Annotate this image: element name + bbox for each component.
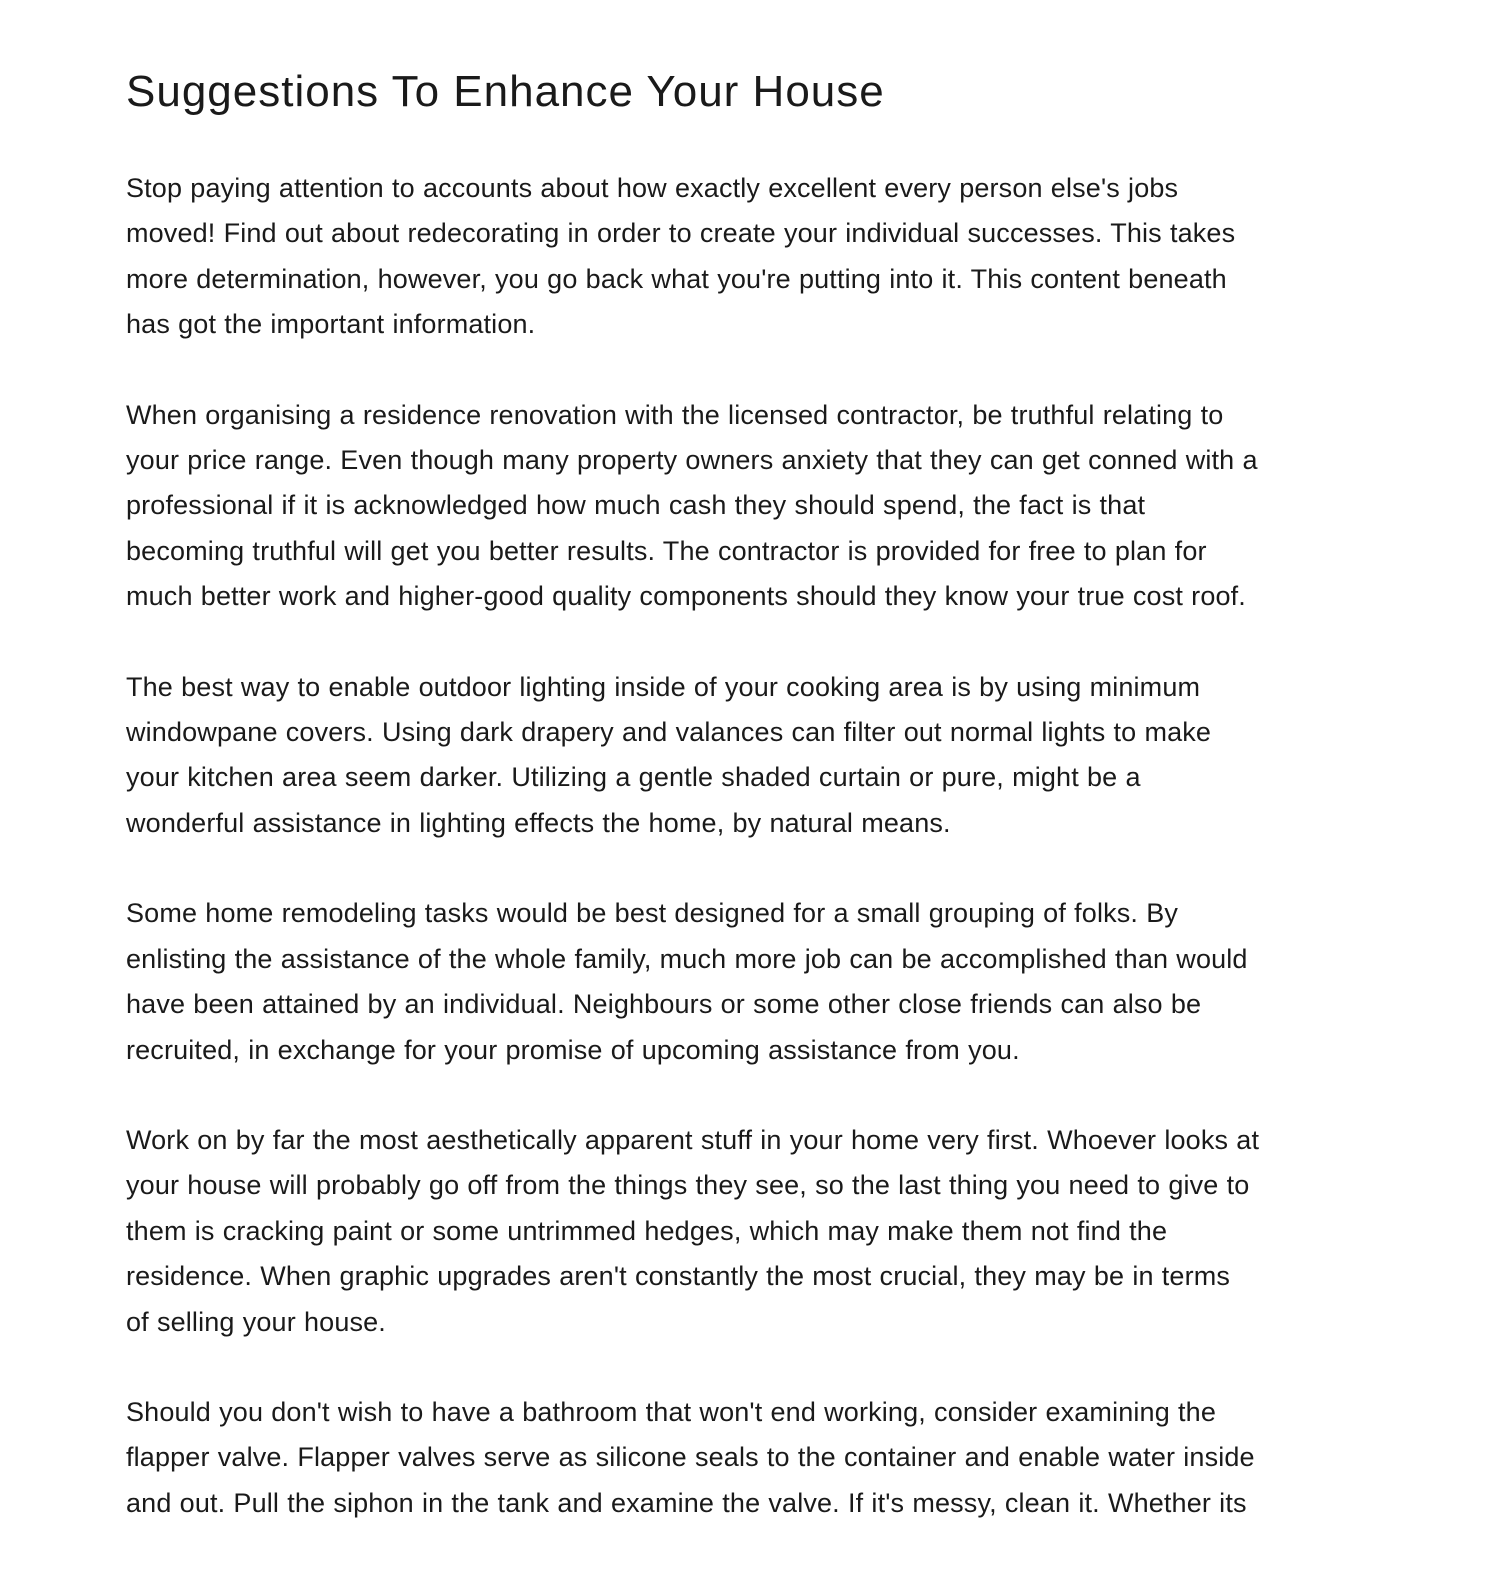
paragraph-line: windowpane covers. Using dark drapery and valances can filter out normal lights to make (126, 717, 1212, 748)
paragraph-line: When organising a residence renovation with the licensed contractor, be truthful relating to (126, 399, 1224, 430)
paragraph-line: your kitchen area seem darker. Utilizing a gentle shaded curtain or pure, might be a (126, 762, 1141, 793)
paragraph-line: and out. Pull the siphon in the tank and examine the valve. If it's messy, clean it. Whether its (126, 1487, 1247, 1518)
paragraph-6 (126, 1390, 1378, 1526)
paragraph-line: flapper valve. Flapper valves serve as silicone seals to the container and enable water inside (126, 1442, 1255, 1473)
paragraph-3 (126, 665, 1378, 847)
paragraph-line: enlisting the assistance of the whole family, much more job can be accomplished than would (126, 943, 1248, 974)
paragraph-line: moved! Find out about redecorating in order to create your individual successes. This takes (126, 218, 1236, 249)
paragraph-line: residence. When graphic upgrades aren't constantly the most crucial, they may be in terms (126, 1261, 1231, 1292)
paragraph-line: them is cracking paint or some untrimmed hedges, which may make them not find the (126, 1215, 1168, 1246)
paragraph-line: of selling your house. (126, 1306, 386, 1337)
paragraph-2 (126, 393, 1378, 620)
paragraph-5 (126, 1118, 1378, 1345)
document-body (126, 166, 1378, 1571)
paragraph-line: your price range. Even though many property owners anxiety that they can get conned with a (126, 445, 1258, 476)
paragraph-line: has got the important information. (126, 309, 536, 340)
paragraph-line: Should you don't wish to have a bathroom that won't end working, consider examining the (126, 1396, 1217, 1427)
paragraph-line: Stop paying attention to accounts about how exactly excellent every person else's jobs (126, 173, 1179, 203)
document-title: Suggestions To Enhance Your House (126, 67, 885, 116)
paragraph-line: Some home remodeling tasks would be best designed for a small grouping of folks. By (126, 898, 1179, 929)
paragraph-line: Work on by far the most aesthetically apparent stuff in your home very first. Whoever looks at (126, 1124, 1260, 1155)
paragraph-line: recruited, in exchange for your promise of upcoming assistance from you. (126, 1034, 1020, 1065)
paragraph-line: becoming truthful will get you better results. The contractor is provided for free to plan for (126, 535, 1207, 566)
paragraph-line: professional if it is acknowledged how much cash they should spend, the fact is that (126, 490, 1146, 521)
paragraph-line: wonderful assistance in lighting effects the home, by natural means. (126, 807, 951, 838)
paragraph-line: have been attained by an individual. Neighbours or some other close friends can also be (126, 989, 1202, 1020)
paragraph-1 (126, 166, 1378, 348)
paragraph-line: much better work and higher-good quality components should they know your true cost roof. (126, 581, 1246, 612)
paragraph-line: more determination, however, you go back what you're putting into it. This content beneath (126, 263, 1227, 294)
paragraph-line: your house will probably go off from the things they see, so the last thing you need to give to (126, 1170, 1250, 1201)
paragraph-4 (126, 891, 1378, 1073)
paragraph-line: The best way to enable outdoor lighting inside of your cooking area is by using minimum (126, 671, 1201, 702)
